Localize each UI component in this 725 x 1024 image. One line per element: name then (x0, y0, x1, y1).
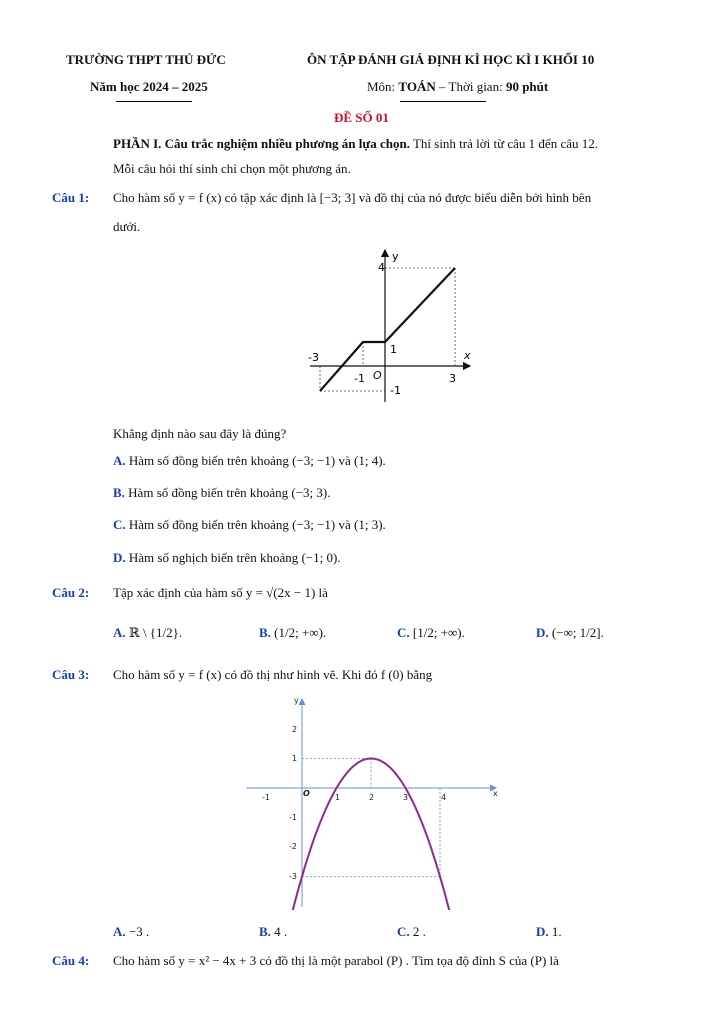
q2-option-c-label: C. (397, 625, 410, 640)
q3-parabola-curve (290, 759, 452, 911)
q3-option-d[interactable] (536, 924, 562, 940)
q1-prompt: Khẳng định nào sau đây là đúng? (113, 426, 287, 441)
q4-text: Cho hàm số y = x² − 4x + 3 có đồ thị là một parabol (P) . Tìm tọa độ đỉnh S của (P) là (113, 953, 559, 968)
q3-option-a-text: −3 . (125, 924, 150, 939)
subject-prefix: Môn: (367, 79, 399, 94)
header-divider-right (400, 101, 486, 102)
q3-y-label: y (294, 696, 299, 705)
part1-instruction: Thí sinh trả lời từ câu 1 đến câu 12. (409, 136, 598, 151)
q3-label: Câu 3: (52, 667, 90, 682)
q2-option-d-text: (−∞; 1/2]. (548, 625, 604, 640)
q3-option-c-text: 2 . (409, 924, 426, 939)
q3-x-tick-m1: -1 (262, 793, 270, 802)
q1-option-d-text: Hàm số nghịch biến trên khoảng (−1; 0). (125, 550, 341, 565)
q1-option-a-text: Hàm số đồng biến trên khoảng (−3; −1) và (1; 4). (125, 453, 386, 468)
q1-x-label: x (464, 349, 471, 362)
subject-name: TOÁN (398, 79, 436, 94)
q2-option-b-label: B. (259, 625, 271, 640)
q1-option-d[interactable] (113, 550, 341, 566)
q1-tick-m3: -3 (308, 351, 319, 364)
q3-option-c-label: C. (397, 924, 410, 939)
q1-guide-lines (320, 268, 455, 391)
q3-origin: O (303, 789, 310, 798)
q3-option-a[interactable] (113, 924, 149, 940)
q1-option-a-label: A. (113, 453, 126, 468)
q1-text-cont: dưới. (113, 219, 141, 234)
q2-label: Câu 2: (52, 585, 90, 600)
q3-graph (240, 695, 500, 910)
q3-y-tick-m1: -1 (289, 813, 297, 822)
q1-tick-3: 3 (449, 372, 456, 385)
time-prefix: – Thời gian: (435, 79, 506, 94)
q1-option-c-label: C. (113, 517, 126, 532)
q1-function-curve (320, 268, 455, 391)
q2-option-d[interactable] (536, 625, 604, 641)
q1-option-b-label: B. (113, 485, 125, 500)
q1-option-b[interactable] (113, 485, 330, 501)
exam-code: ĐỀ SỐ 01 (334, 110, 389, 125)
q3-option-b[interactable] (259, 924, 287, 940)
q2-option-c-text: [1/2; +∞). (409, 625, 465, 640)
q3-text: Cho hàm số y = f (x) có đồ thị như hình vẽ. Khi đó f (0) bằng (113, 667, 433, 682)
q3-y-tick-2: 2 (292, 725, 298, 734)
q3-y-tick-m2: -2 (289, 842, 297, 851)
q1-tick-m1: -1 (354, 372, 365, 385)
q3-x-tick-1: 1 (335, 793, 341, 802)
q3-option-d-text: 1. (548, 924, 562, 939)
q1-option-a[interactable] (113, 453, 386, 469)
q3-option-d-label: D. (536, 924, 549, 939)
q1-option-d-label: D. (113, 550, 126, 565)
part1-heading: PHẦN I. Câu trắc nghiệm nhiều phương án lựa chọn. (113, 136, 410, 151)
q1-label: Câu 1: (52, 190, 90, 205)
q3-y-tick-1: 1 (292, 754, 298, 763)
q3-option-c[interactable] (397, 924, 426, 940)
q1-origin: O (373, 369, 382, 382)
q2-option-a-label: A. (113, 625, 126, 640)
part1-heading-line (113, 136, 598, 152)
subject-line (367, 79, 548, 95)
q1-option-b-text: Hàm số đồng biến trên khoảng (−3; 3). (124, 485, 331, 500)
q2-option-b[interactable] (259, 625, 326, 641)
exam-title: ÔN TẬP ĐÁNH GIÁ ĐỊNH KÌ HỌC KÌ I KHỐI 10 (307, 52, 595, 67)
q1-tick-4: 4 (378, 261, 385, 274)
q3-option-b-label: B. (259, 924, 271, 939)
q2-option-a-text: ℝ \ {1/2}. (125, 625, 183, 640)
q3-option-a-label: A. (113, 924, 126, 939)
q1-tick-1: 1 (390, 343, 397, 356)
q2-option-d-label: D. (536, 625, 549, 640)
header-divider-left (116, 101, 192, 102)
q1-y-label: y (392, 250, 399, 263)
q4-label: Câu 4: (52, 953, 90, 968)
q1-text: Cho hàm số y = f (x) có tập xác định là [−3; 3] và đồ thị của nó được biểu diễn bởi hình bên (113, 190, 592, 205)
q2-option-a[interactable] (113, 625, 182, 641)
exam-time: 90 phút (505, 79, 549, 94)
part1-instruction-2: Mỗi câu hỏi thí sinh chỉ chọn một phương án. (113, 161, 351, 176)
q2-option-b-text: (1/2; +∞). (270, 625, 327, 640)
school-year: Năm học 2024 – 2025 (90, 79, 208, 94)
q3-y-tick-m3: -3 (289, 872, 297, 881)
q1-tick-m1-y: -1 (390, 384, 401, 397)
q3-x-tick-2: 2 (369, 793, 375, 802)
q2-option-c[interactable] (397, 625, 465, 641)
q3-x-label: x (493, 789, 498, 798)
q2-text: Tập xác định của hàm số y = √(2x − 1) là (113, 585, 328, 600)
school-name: TRƯỜNG THPT THỦ ĐỨC (66, 52, 226, 67)
q3-option-b-text: 4 . (270, 924, 288, 939)
q1-graph (300, 244, 480, 404)
q3-x-tick-4: 4 (441, 793, 447, 802)
q1-option-c-text: Hàm số đồng biến trên khoảng (−3; −1) và (1; 3). (125, 517, 386, 532)
q3-x-tick-3: 3 (403, 793, 409, 802)
q1-option-c[interactable] (113, 517, 386, 533)
